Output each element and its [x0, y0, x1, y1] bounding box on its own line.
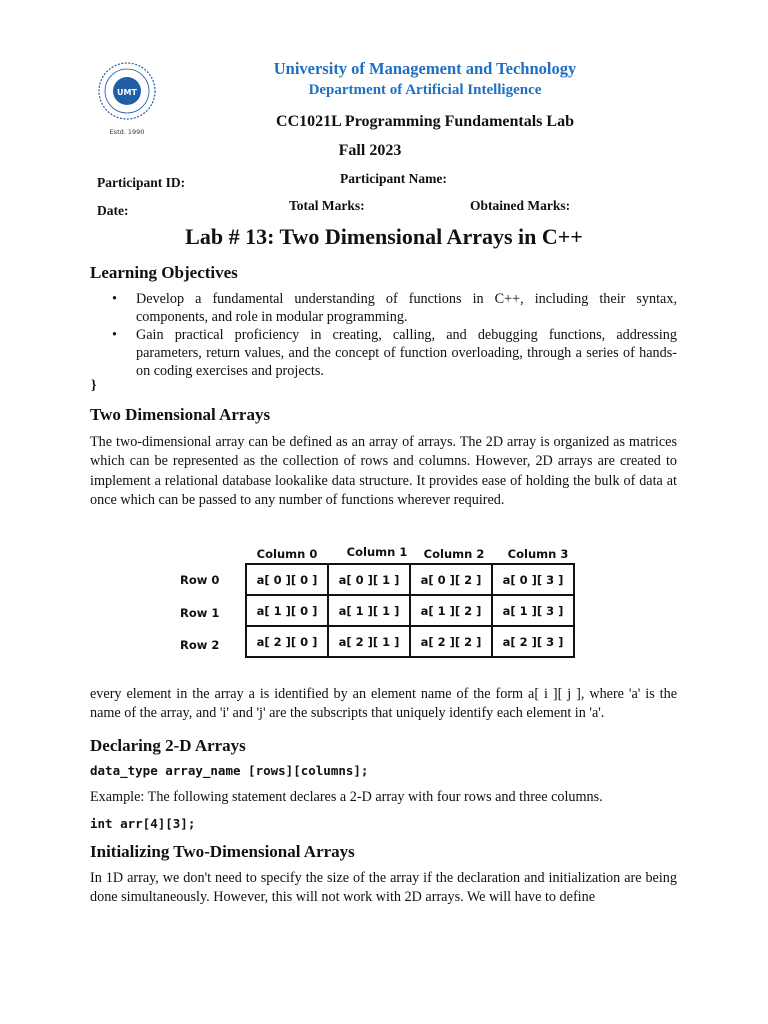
- initializing-paragraph: In 1D array, we don't need to specify the size of the array if the declaration and initialization are being done simultaneously. However, this will not work with 2D arrays. We will have to define: [90, 870, 677, 906]
- declaring-example-code: int arr[4][3];: [90, 816, 196, 831]
- array-grid: [245, 563, 575, 658]
- two-dim-paragraph: The two-dimensional array can be defined as an array of arrays. The 2D array is organized as matrices which can be represented as the collection of rows and columns. However, 2D arrays are created to implement a relational database lookalike data structure. It provides ease of holding the bulk of data at once which can be passed to any number of functions wherever required.: [90, 434, 677, 508]
- row-header: Row 0: [180, 573, 220, 587]
- participant-id-label: Participant ID:: [97, 175, 186, 190]
- column-header: Column 0: [256, 547, 318, 561]
- array-cell: a[ 1 ][ 1 ]: [328, 595, 410, 626]
- initializing-heading: Initializing Two-Dimensional Arrays: [90, 842, 355, 861]
- array-diagram: [170, 540, 590, 670]
- university-name: University of Management and Technology: [273, 59, 577, 78]
- objectives-list: [90, 290, 677, 380]
- array-cell: a[ 1 ][ 2 ]: [410, 595, 492, 626]
- array-cell: a[ 1 ][ 0 ]: [246, 595, 328, 626]
- array-cell: a[ 2 ][ 0 ]: [246, 626, 328, 657]
- column-header: Column 3: [507, 547, 569, 561]
- participant-name-label: Participant Name:: [340, 171, 447, 186]
- array-cell: a[ 2 ][ 1 ]: [328, 626, 410, 657]
- logo-estd: Estd. 1990: [109, 128, 145, 136]
- row-header: Row 1: [180, 606, 220, 620]
- course-title: CC1021L Programming Fundamentals Lab: [276, 113, 574, 130]
- element-note: every element in the array a is identified by an element name of the form a[ i ][ j ], where 'a' is the name of the array, and 'i' and 'j' are the subscripts that uniquely identify each element in 'a'.: [90, 686, 677, 722]
- array-cell: a[ 0 ][ 2 ]: [410, 564, 492, 595]
- term: Fall 2023: [338, 142, 402, 159]
- date-label: Date:: [97, 203, 129, 218]
- umt-logo: [92, 58, 162, 138]
- row-header: Row 2: [180, 638, 220, 652]
- declaring-heading: Declaring 2-D Arrays: [90, 736, 246, 755]
- declaring-example-text: Example: The following statement declares a 2-D array with four rows and three columns.: [90, 789, 603, 805]
- logo-text: UMT: [117, 88, 137, 97]
- array-cell: a[ 1 ][ 3 ]: [492, 595, 574, 626]
- declaring-syntax: data_type array_name [rows][columns];: [90, 763, 369, 778]
- obtained-marks-label: Obtained Marks:: [470, 198, 571, 213]
- lab-title: Lab # 13: Two Dimensional Arrays in C++: [185, 224, 583, 249]
- column-header: Column 1: [346, 545, 408, 559]
- array-cell: a[ 0 ][ 3 ]: [492, 564, 574, 595]
- stray-brace: }: [91, 378, 97, 393]
- array-cell: a[ 2 ][ 2 ]: [410, 626, 492, 657]
- list-item: • Gain practical proficiency in creating, calling, and debugging functions, addressing parameters, return values, and the concept of function overloading, through a series of hands-on coding exercises and projects.: [112, 327, 677, 379]
- array-cell: a[ 0 ][ 0 ]: [246, 564, 328, 595]
- array-cell: a[ 2 ][ 3 ]: [492, 626, 574, 657]
- total-marks-label: Total Marks:: [289, 198, 365, 213]
- two-dim-heading: Two Dimensional Arrays: [90, 405, 271, 424]
- list-item: • Develop a fundamental understanding of functions in C++, including their syntax, components, and role in modular programming.: [112, 291, 677, 325]
- department-name: Department of Artificial Intelligence: [308, 82, 542, 98]
- learning-objectives-heading: Learning Objectives: [90, 263, 238, 282]
- column-header: Column 2: [423, 547, 485, 561]
- array-cell: a[ 0 ][ 1 ]: [328, 564, 410, 595]
